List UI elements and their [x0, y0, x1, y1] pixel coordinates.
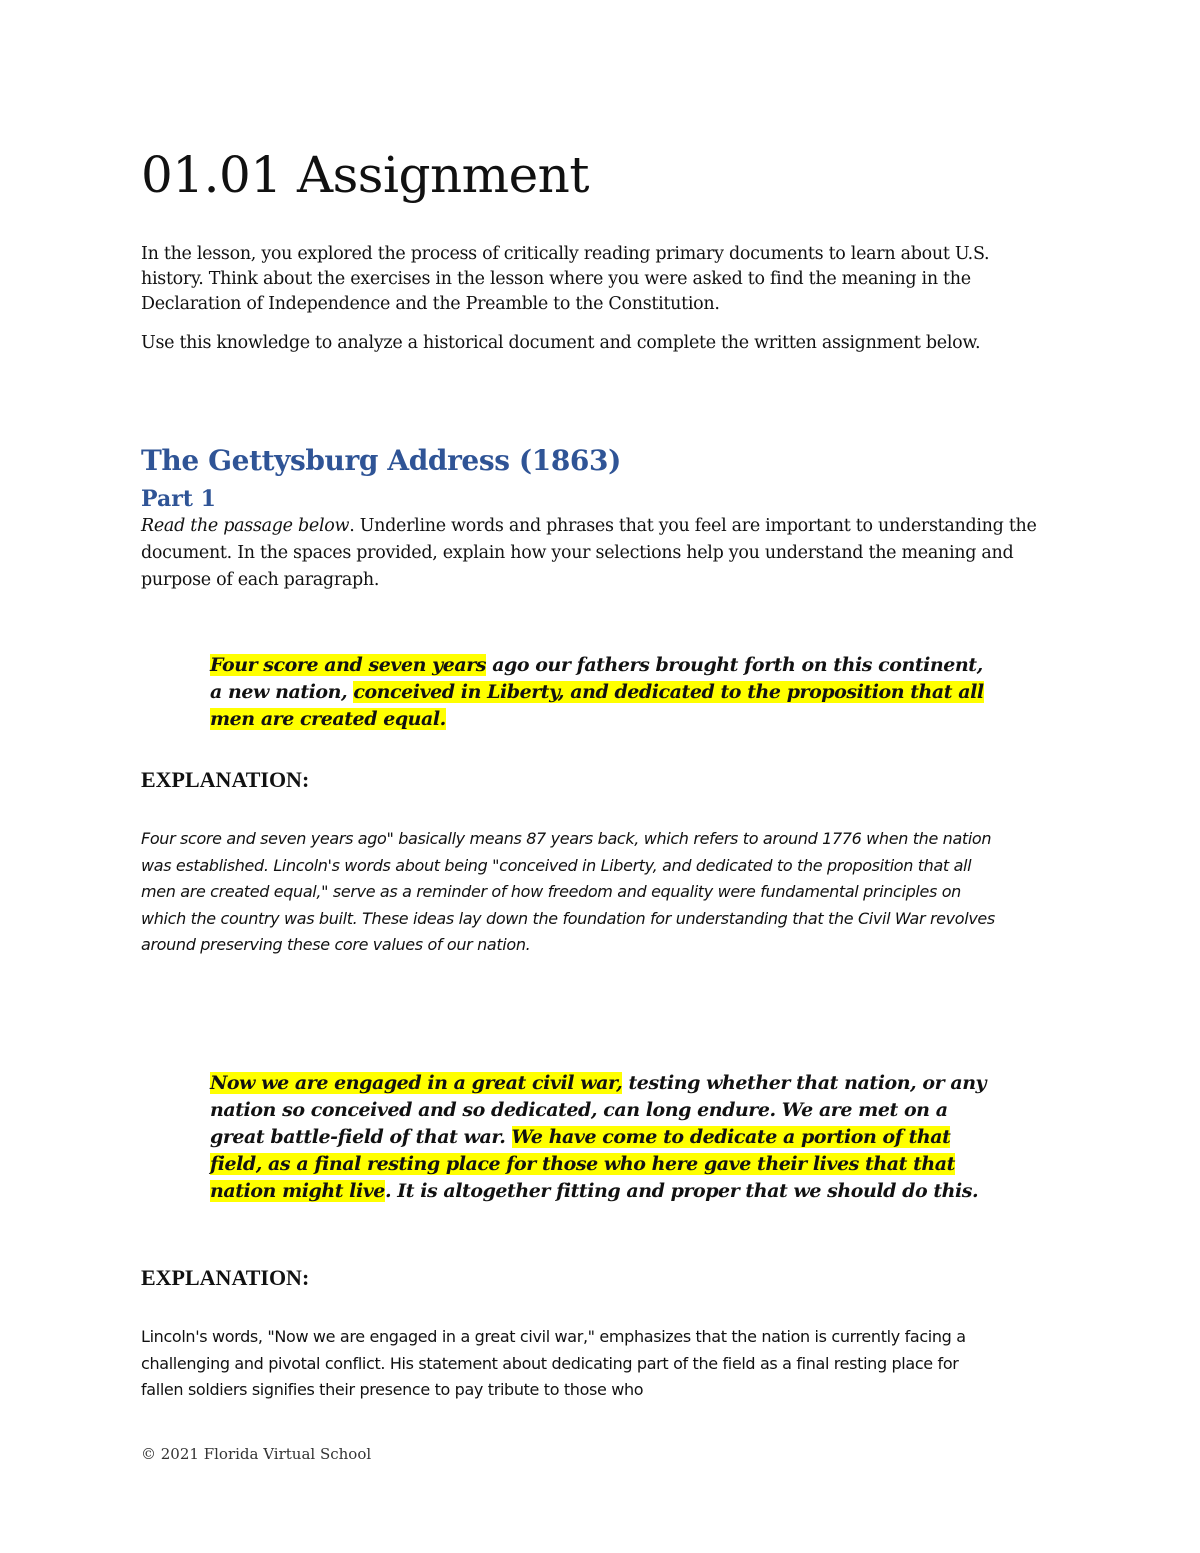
- explanation-label: EXPLANATION:: [141, 767, 310, 792]
- instructions-rest: . Underline words and phrases that you feel are important to understanding the document. In the spaces provided, explain how your selections help you understand the meaning and purpose of each paragraph.: [141, 516, 1037, 590]
- page-title: 01.01 Assignment: [141, 146, 589, 204]
- intro-paragraph: In the lesson, you explored the process of critically reading primary documents to learn about U.S. history. Think about the exercises in the lesson where you were asked to find the meaning in the Declaration of Independence and the Preamble to the Constitution.: [141, 244, 990, 314]
- passage-paragraph-1: [210, 652, 1000, 733]
- passage-text: . It is altogether fitting and proper that we should do this.: [384, 1180, 979, 1202]
- intro-paragraph: Use this knowledge to analyze a historical document and complete the written assignment below.: [141, 333, 981, 353]
- explanation-text: Four score and seven years ago" basically means 87 years back, which refers to around 1776 when the nation was established. Lincoln's words about being "conceived in Liberty, and dedicated to the proposition that all men are created equal," serve as a reminder of how freedom and equality were fundamental principles on which the country was built. These ideas lay down the foundation for understanding that the Civil War revolves around preserving these core values of our nation.: [141, 829, 995, 954]
- section-heading: The Gettysburg Address (1863): [141, 444, 621, 477]
- part-heading: Part 1: [141, 486, 216, 512]
- instructions-lead: Read the passage below: [141, 516, 350, 536]
- highlighted-phrase: Four score and seven years: [210, 654, 487, 676]
- instructions: [141, 513, 1041, 594]
- explanation-label: EXPLANATION:: [141, 1265, 310, 1290]
- highlighted-phrase: We have come to dedicate a portion of that field, as a final resting place for those who here gave their lives that that nation might live: [210, 1126, 955, 1202]
- passage-text: ago our fathers brought forth on this continent, a new nation,: [210, 654, 983, 703]
- passage-text: testing whether that nation, or any nation so conceived and so dedicated, can long endure. We are met on a great battle-field of that war.: [210, 1072, 987, 1148]
- explanation-text: Lincoln's words, "Now we are engaged in a great civil war," emphasizes that the nation is currently facing a challenging and pivotal conflict. His statement about dedicating part of the field as a final resting place for fallen soldiers signifies their presence to pay tribute to those who: [141, 1327, 966, 1399]
- highlighted-phrase: Now we are engaged in a great civil war,: [210, 1072, 623, 1094]
- passage-paragraph-2: [210, 1070, 1000, 1205]
- copyright-footer: © 2021 Florida Virtual School: [141, 1445, 372, 1463]
- highlighted-phrase: conceived in Liberty, and dedicated to the proposition that all men are created equal.: [210, 681, 984, 730]
